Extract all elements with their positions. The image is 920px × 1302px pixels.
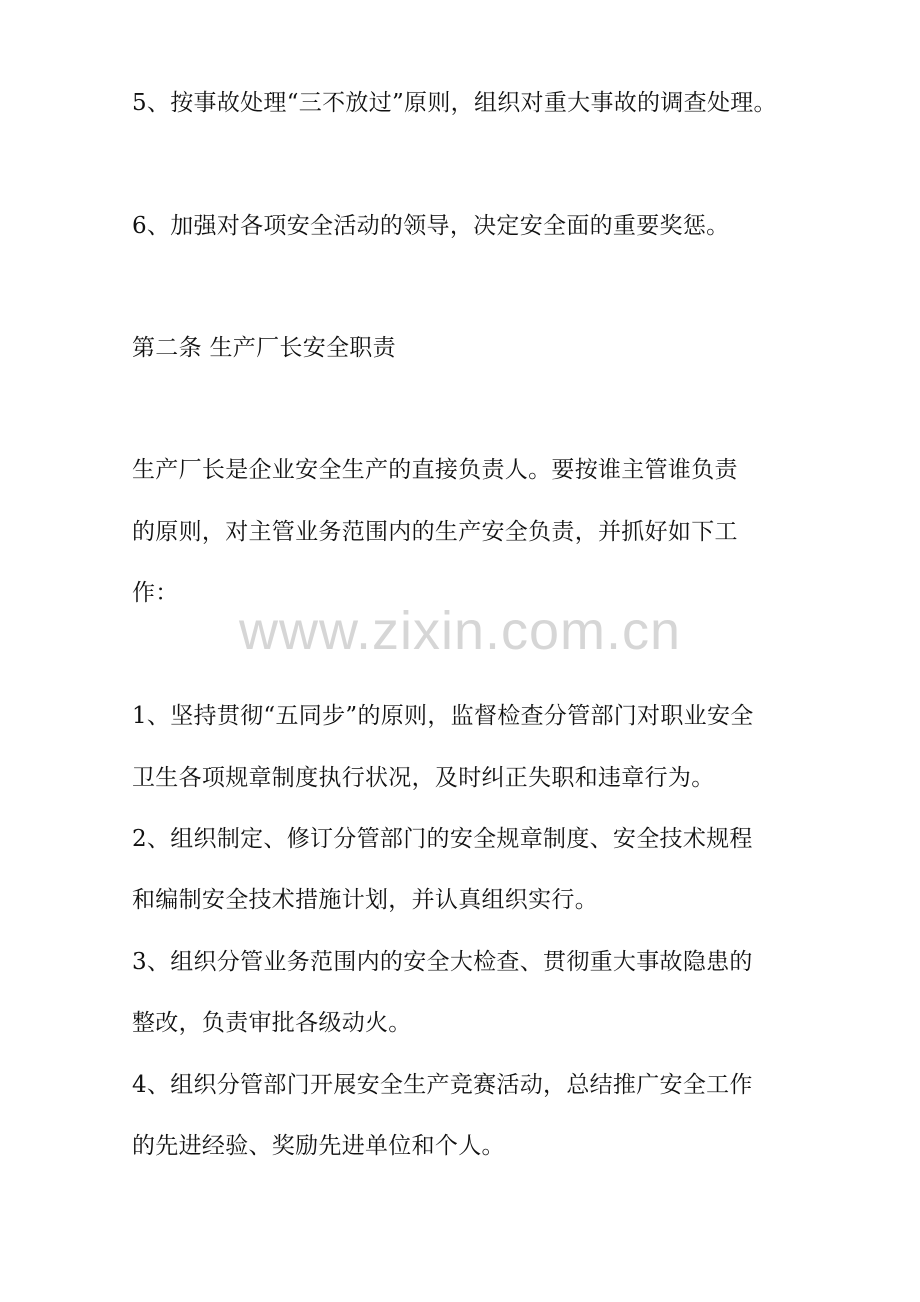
paragraph-item-6-line-1: 6、加强对各项安全活动的领导，决定安全面的重要奖惩。 bbox=[132, 213, 730, 239]
list-item-3-line-2: 整改，负责审批各级动火。 bbox=[132, 1010, 412, 1036]
list-item-3-line-1: 3、组织分管业务范围内的安全大检查、贯彻重大事故隐患的 bbox=[132, 949, 753, 975]
list-item-2-line-1: 2、组织制定、修订分管部门的安全规章制度、安全技术规程 bbox=[132, 826, 753, 852]
section-heading: 第二条 生产厂长安全职责 bbox=[132, 335, 396, 361]
list-item-1-line-2: 卫生各项规章制度执行状况，及时纠正失职和违章行为。 bbox=[132, 765, 715, 791]
intro-paragraph-line-2: 的原则，对主管业务范围内的生产安全负责，并抓好如下工 bbox=[132, 519, 738, 545]
list-item-2-line-2: 和编制安全技术措施计划，并认真组织实行。 bbox=[132, 887, 598, 913]
intro-paragraph-line-1: 生产厂长是企业安全生产的直接负责人。要按谁主管谁负责 bbox=[132, 457, 738, 483]
intro-paragraph-line-3: 作： bbox=[132, 580, 179, 606]
list-item-4-line-1: 4、组织分管部门开展安全生产竞赛活动，总结推广安全工作 bbox=[132, 1072, 753, 1098]
watermark: www.zixin.com.cn bbox=[238, 601, 682, 661]
list-item-4-line-2: 的先进经验、奖励先进单位和个人。 bbox=[132, 1133, 505, 1159]
paragraph-item-5-line-1: 5、按事故处理“三不放过”原则，组织对重大事故的调查处理。 bbox=[132, 90, 777, 116]
list-item-1-line-1: 1、坚持贯彻“五同步”的原则，监督检查分管部门对职业安全 bbox=[132, 703, 754, 729]
